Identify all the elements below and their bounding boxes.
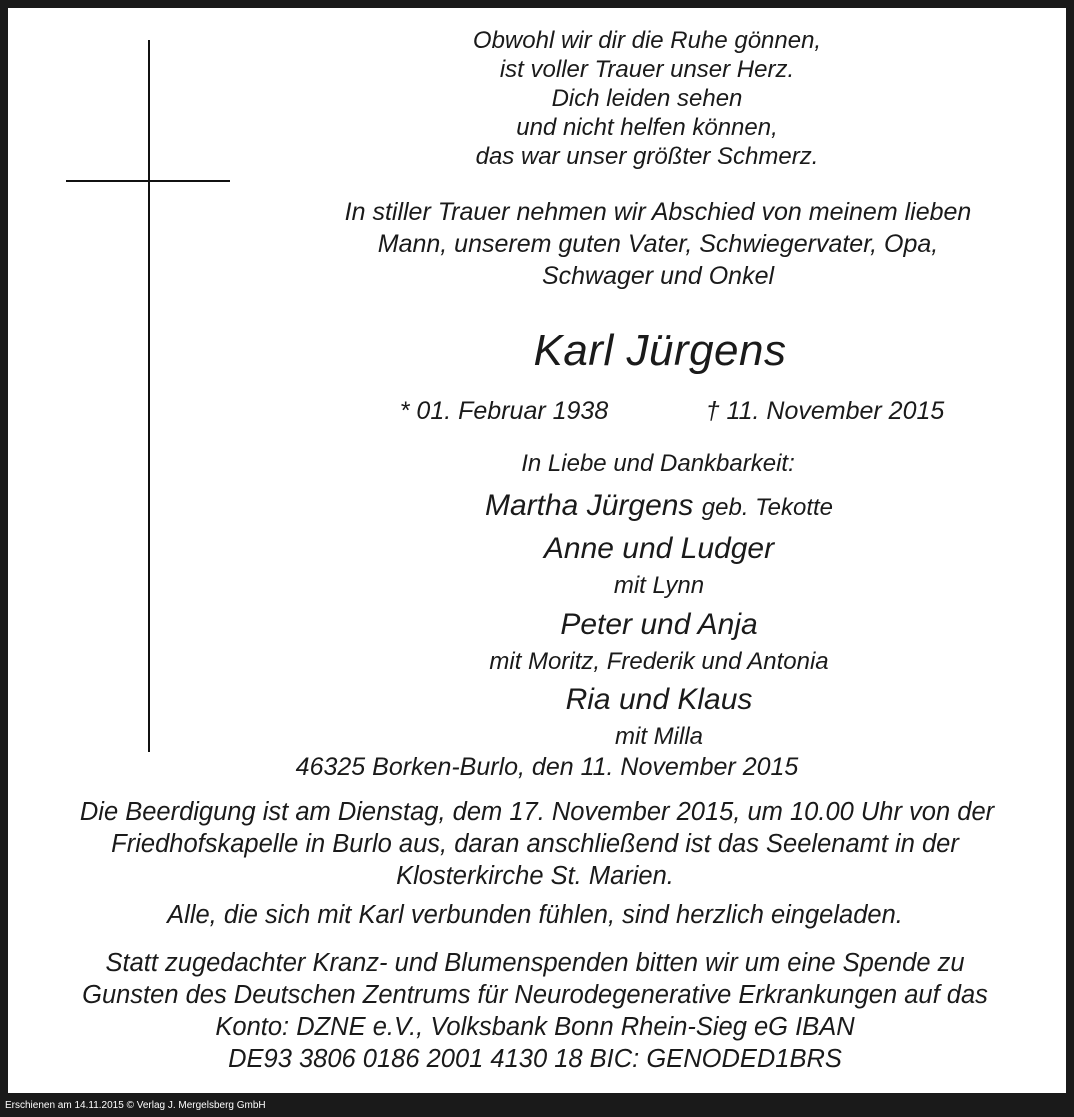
donation-line: Gunsten des Deutschen Zentrums für Neurodegenerative Erkrankungen auf das xyxy=(82,981,988,1009)
mourner-family-sub: mit Milla xyxy=(615,723,703,750)
place-date: 46325 Borken-Burlo, den 11. November 2015 xyxy=(295,753,799,781)
poem-line: Obwohl wir dir die Ruhe gönnen, xyxy=(472,27,822,54)
poem-line: das war unser größter Schmerz. xyxy=(475,143,819,170)
donation-line: Statt zugedachter Kranz- und Blumenspenden bitten wir um eine Spende zu xyxy=(105,949,965,977)
mourner-spouse xyxy=(485,489,833,523)
funeral-line: Klosterkirche St. Marien. xyxy=(396,862,674,890)
publication-footer: Erschienen am 14.11.2015 © Verlag J. Mergelsberg GmbH xyxy=(5,1100,266,1111)
poem-line: Dich leiden sehen xyxy=(551,85,743,112)
intro-line: In stiller Trauer nehmen wir Abschied von meinem lieben xyxy=(344,198,972,226)
deceased-name: Karl Jürgens xyxy=(533,326,787,375)
mourner-family: Ria und Klaus xyxy=(565,683,753,716)
donation-line: Konto: DZNE e.V., Volksbank Bonn Rhein-Sieg eG IBAN xyxy=(215,1013,855,1041)
intro-line: Mann, unserem guten Vater, Schwiegervater, Opa, xyxy=(377,230,939,258)
funeral-line: Die Beerdigung ist am Dienstag, dem 17. November 2015, um 10.00 Uhr von der xyxy=(79,798,995,826)
mourner-family: Anne und Ludger xyxy=(543,532,775,565)
donation-line: DE93 3806 0186 2001 4130 18 BIC: GENODED1BRS xyxy=(228,1045,842,1073)
spouse-maiden-name: geb. Tekotte xyxy=(701,494,833,521)
intro-line: Schwager und Onkel xyxy=(541,262,775,290)
cross-horizontal-bar xyxy=(66,180,230,182)
spouse-name: Martha Jürgens xyxy=(485,489,694,522)
birth-date: * 01. Februar 1938 xyxy=(399,397,609,425)
death-date: † 11. November 2015 xyxy=(705,397,945,425)
mourner-family: Peter und Anja xyxy=(560,608,758,641)
mourner-family-sub: mit Lynn xyxy=(613,572,705,599)
poem-line: und nicht helfen können, xyxy=(516,114,778,141)
mourner-family-sub: mit Moritz, Frederik und Antonia xyxy=(489,648,829,675)
cross-vertical-bar xyxy=(148,40,150,752)
mourners-heading: In Liebe und Dankbarkeit: xyxy=(521,450,795,477)
poem-line: ist voller Trauer unser Herz. xyxy=(499,56,795,83)
obituary-card xyxy=(8,8,1066,1093)
funeral-line: Friedhofskapelle in Burlo aus, daran anschließend ist das Seelenamt in der xyxy=(111,830,959,858)
invitation-line: Alle, die sich mit Karl verbunden fühlen, sind herzlich eingeladen. xyxy=(167,901,903,929)
